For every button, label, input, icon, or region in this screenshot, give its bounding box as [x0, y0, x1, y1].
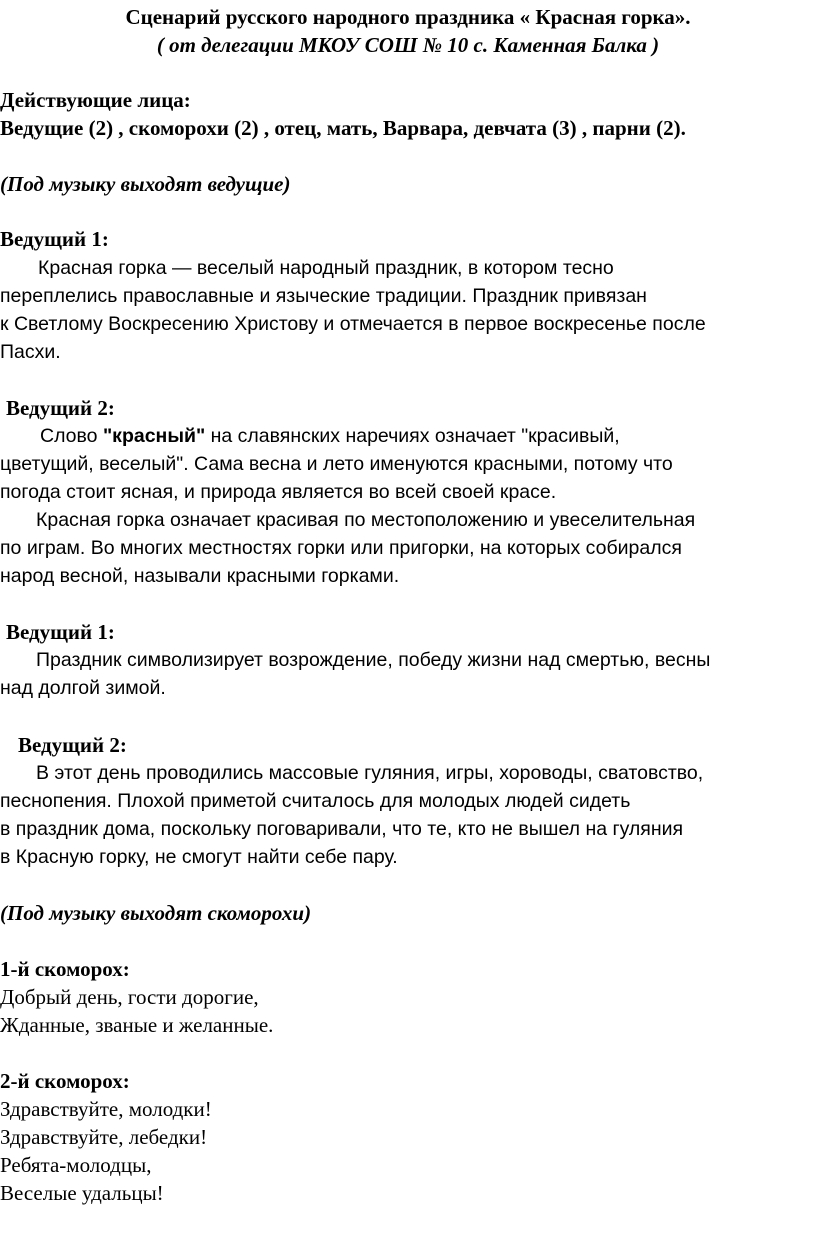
- speech-line: В этот день проводились массовые гуляния, игры, хороводы, сватовство,: [36, 762, 704, 784]
- emphasized-word: "красный": [102, 425, 206, 447]
- speech-line: Слово "красный" на славянских наречиях означает "красивый,: [40, 425, 620, 447]
- speech-line: погода стоит ясная, и природа является во всей своей красе.: [0, 481, 557, 503]
- stage-direction: (Под музыку выходят ведущие): [0, 172, 291, 196]
- speech-line: Пасхи.: [0, 341, 61, 363]
- speech-line: народ весной, называли красными горками.: [0, 565, 400, 587]
- speaker-label: 1-й скоморох:: [0, 957, 130, 981]
- verse-line: Здравствуйте, молодки!: [0, 1097, 212, 1121]
- speech-line: переплелись православные и языческие традиции. Праздник привязан: [0, 285, 647, 307]
- stage-direction: (Под музыку выходят скоморохи): [0, 901, 312, 925]
- document-title: Сценарий русского народного праздника « Красная горка».: [125, 5, 691, 29]
- speech-line: над долгой зимой.: [0, 677, 166, 699]
- speech-line: Красная горка — веселый народный праздник, в котором тесно: [38, 257, 614, 279]
- speech-line: в праздник дома, поскольку поговаривали, что те, кто не вышел на гуляния: [0, 818, 684, 840]
- speech-line: цветущий, веселый". Сама весна и лето именуются красными, потому что: [0, 453, 673, 475]
- cast-label: Действующие лица:: [0, 88, 191, 112]
- verse-line: Ребята-молодцы,: [0, 1153, 152, 1177]
- speech-line: Красная горка означает красивая по местоположению и увеселительная: [36, 509, 696, 531]
- verse-line: Здравствуйте, лебедки!: [0, 1125, 208, 1149]
- speaker-label: Ведущий 1:: [0, 227, 109, 251]
- speech-line: Праздник символизирует возрождение, победу жизни над смертью, весны: [36, 649, 711, 671]
- verse-line: Добрый день, гости дорогие,: [0, 985, 259, 1009]
- verse-line: Жданные, званые и желанные.: [0, 1013, 274, 1037]
- speech-line: к Светлому Воскресению Христову и отмечается в первое воскресенье после: [0, 313, 706, 335]
- cast-list: Ведущие (2) , скоморохи (2) , отец, мать, Варвара, девчата (3) , парни (2).: [0, 116, 686, 140]
- verse-line: Веселые удальцы!: [0, 1181, 164, 1205]
- speaker-label: Ведущий 1:: [6, 620, 115, 644]
- speech-line: в Красную горку, не смогут найти себе пару.: [0, 846, 398, 868]
- speaker-label: 2-й скоморох:: [0, 1069, 130, 1093]
- speech-line: песнопения. Плохой приметой считалось для молодых людей сидеть: [0, 790, 631, 812]
- document-subtitle: ( от делегации МКОУ СОШ № 10 с. Каменная Балка ): [156, 33, 660, 57]
- speaker-label: Ведущий 2:: [6, 396, 115, 420]
- speech-line: по играм. Во многих местностях горки или пригорки, на которых собирался: [0, 537, 682, 559]
- speaker-label: Ведущий 2:: [18, 733, 127, 757]
